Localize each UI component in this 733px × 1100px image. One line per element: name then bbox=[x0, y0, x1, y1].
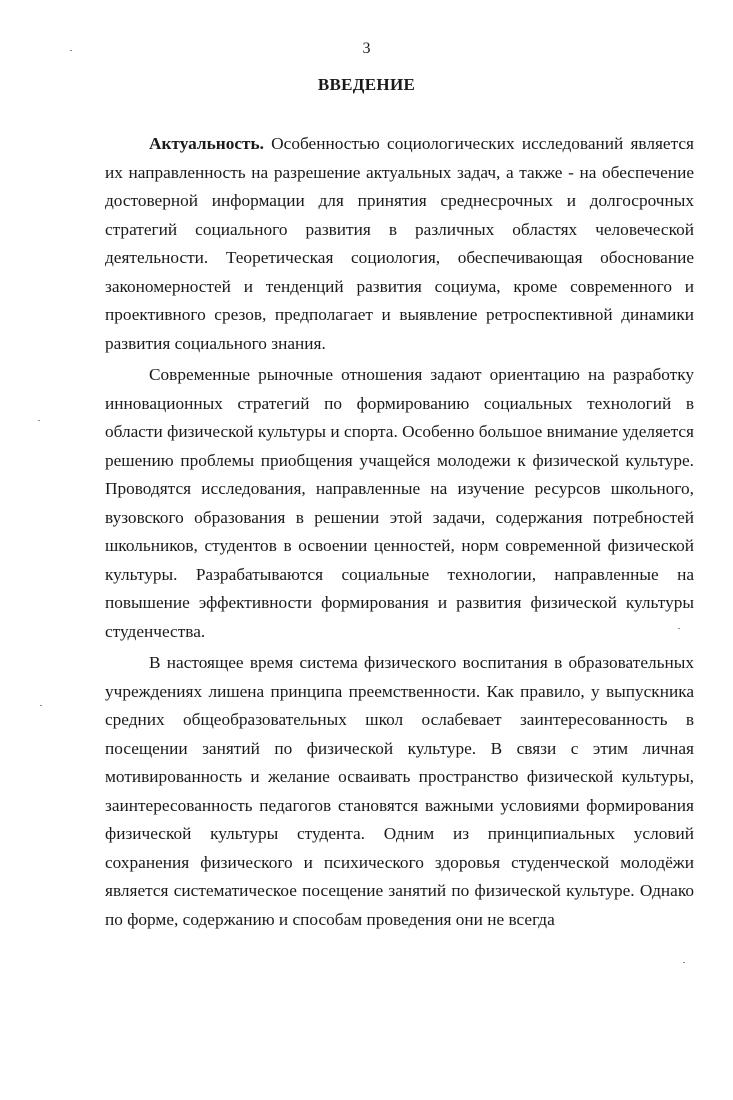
scan-speck bbox=[70, 50, 72, 51]
paragraph-text: Особенностью социологических исследований является их направленность на разрешение актуальных задач, а также - на обеспечение достоверной информации для принятия среднесрочных и долгосрочных стратегий социального развития в различных областях человеческой деятельности. Теоретическая социология, обеспечивающая обоснование закономерностей и тенденций развития социума, кроме современного и проективного срезов, предполагает и выявление ретроспективной динамики развития социального знания. bbox=[105, 134, 694, 353]
paragraph-lead: Актуальность. bbox=[149, 134, 264, 153]
scan-speck bbox=[678, 628, 680, 629]
body-text bbox=[105, 130, 694, 937]
paragraph-text: В настоящее время система физического воспитания в образовательных учреждениях лишена принципа преемственности. Как правило, у выпускника средних общеобразовательных школ ослабевает заинтересованность в посещении занятий по физической культуре. В связи с этим личная мотивированность и желание осваивать пространство физической культуры, заинтересованность педагогов становятся важными условиями формирования физической культуры студента. Одним из принципиальных условий сохранения физического и психического здоровья студенческой молодёжи является систематическое посещение занятий по физической культуре. Однако по форме, содержанию и способам проведения они не всегда bbox=[105, 653, 694, 929]
scan-speck bbox=[40, 705, 42, 706]
section-heading: ВВЕДЕНИЕ bbox=[317, 75, 416, 94]
paragraph-physical-education-system bbox=[105, 649, 694, 934]
scan-speck bbox=[683, 962, 685, 963]
page-number: 3 bbox=[362, 40, 371, 57]
paragraph-market-relations bbox=[105, 361, 694, 646]
paragraph-relevance bbox=[105, 130, 694, 358]
paragraph-text: Современные рыночные отношения задают ориентацию на разработку инновационных стратегий по формированию социальных технологий в области физической культуры и спорта. Особенно большое внимание уделяется решению проблемы приобщения учащейся молодежи к физической культуре. Проводятся исследования, направленные на изучение ресурсов школьного, вузовского образования в решении этой задачи, содержания потребностей школьников, студентов в освоении ценностей, норм современной физической культуры. Разрабатываются социальные технологии, направленные на повышение эффективности формирования и развития физической культуры студенчества. bbox=[105, 365, 694, 641]
scan-speck bbox=[38, 420, 40, 421]
